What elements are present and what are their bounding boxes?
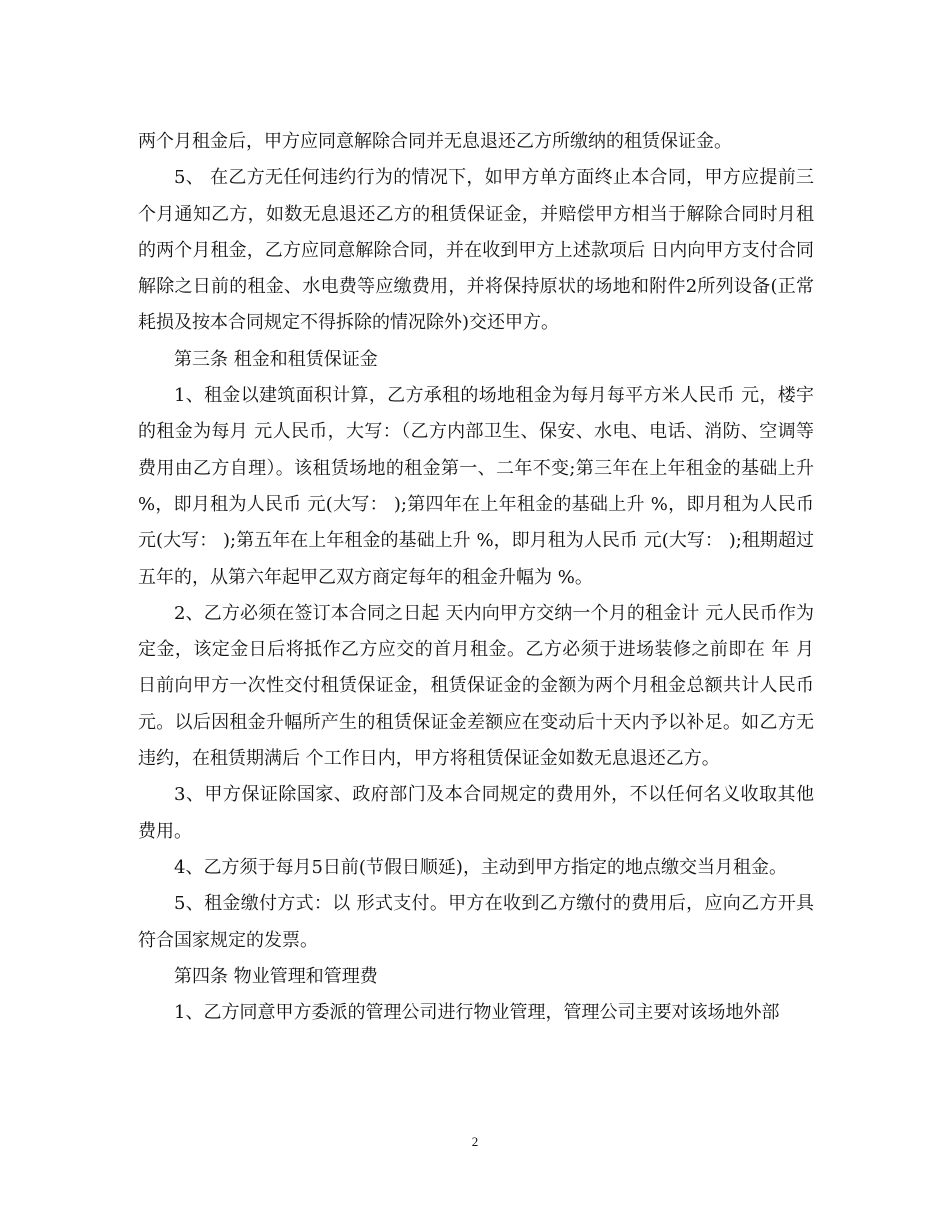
paragraph: 1、乙方同意甲方委派的管理公司进行物业管理，管理公司主要对该场地外部 bbox=[174, 1002, 780, 1024]
paragraph: 两个月租金后，甲方应同意解除合同并无息退还乙方所缴纳的租赁保证金。 bbox=[138, 131, 732, 152]
paragraph: 1、租金以建筑面积计算，乙方承租的场地租金为每月每平方米人民币 元，楼宇的租金为每月 元人民币，大写：（乙方内部卫生、保安、水电、电话、消防、空调等费用由乙方自理）。该租赁场地的租金第一、二年不变;第三年在上年租金的基础上升 %，即月租为人民币 元(大写： );第四年在上年租金的基础上升 %，即月租为人民币 元(大写： );第五年在上年租金的基础上升 %，即月租为人民币 元(大写： );租期超过五年的，从第六年起甲乙双方商定每年的租金升幅为 %。 bbox=[138, 385, 814, 588]
paragraph: 5、 在乙方无任何违约行为的情况下，如甲方单方面终止本合同，甲方应提前三个月通知乙方，如数无息退还乙方的租赁保证金，并赔偿甲方相当于解除合同时月租的两个月租金，乙方应同意解除合同，并在收到甲方上述款项后 日内向甲方支付合同解除之日前的租金、水电费等应缴费用，并将保持原状的场地和附件2所列设备(正常耗损及按本合同规定不得拆除的情况除外)交还甲方。 bbox=[138, 167, 814, 334]
page-number: 2 bbox=[471, 1134, 479, 1149]
paragraph: 4、乙方须于每月5日前(节假日顺延)，主动到甲方指定的地点缴交当月租金。 bbox=[174, 856, 787, 878]
document-body bbox=[138, 124, 814, 1031]
paragraph: 5、租金缴付方式：以 形式支付。甲方在收到乙方缴付的费用后，应向乙方开具符合国家规定的发票。 bbox=[138, 893, 814, 951]
paragraph: 3、甲方保证除国家、政府部门及本合同规定的费用外，不以任何名义收取其他费用。 bbox=[138, 784, 814, 842]
paragraph: 2、乙方必须在签订本合同之日起 天内向甲方交纳一个月的租金计 元人民币作为定金，该定金日后将抵作乙方应交的首月租金。乙方必须于进场装修之前即在 年 月 日前向甲方一次性交付租赁保证金，租赁保证金的金额为两个月租金总额共计人民币 元。以后因租金升幅所产生的租赁保证金差额应在变动后十天内予以补足。如乙方无违约，在租赁期满后 个工作日内，甲方将租赁保证金如数无息退还乙方。 bbox=[138, 602, 814, 770]
section-heading: 第四条 物业管理和管理费 bbox=[174, 965, 378, 987]
section-heading: 第三条 租金和租赁保证金 bbox=[174, 348, 378, 370]
